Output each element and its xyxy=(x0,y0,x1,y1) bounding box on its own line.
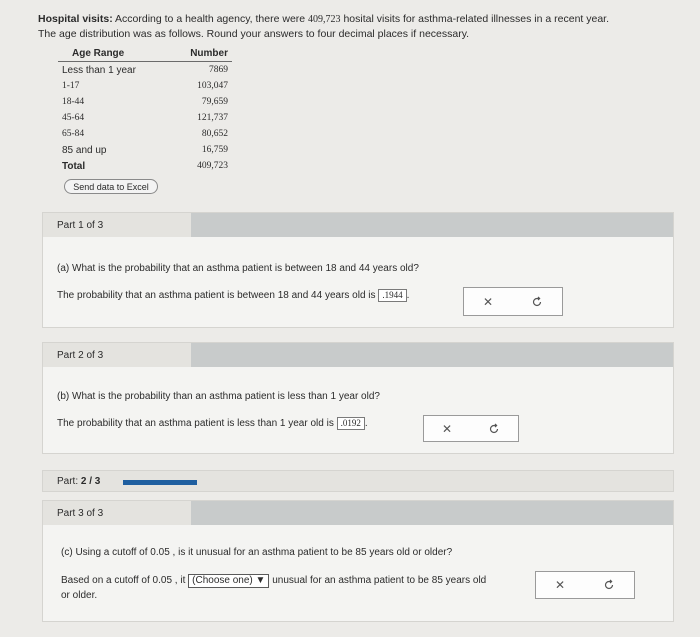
part-1-statement-text: The probability that an asthma patient is between 18 and 44 years old is xyxy=(57,290,376,302)
redo-icon[interactable] xyxy=(603,579,615,591)
intro-text-a: According to a health agency, there were xyxy=(115,13,306,25)
part-progress xyxy=(42,470,674,492)
part-2-body xyxy=(43,367,673,453)
age-range-cell: Total xyxy=(62,160,86,172)
number-cell: 80,652 xyxy=(201,129,228,139)
table-row xyxy=(58,94,232,110)
age-distribution-table xyxy=(58,46,232,174)
table-row xyxy=(58,110,232,126)
period: . xyxy=(406,290,410,302)
part-3-question: (c) Using a cutoff of 0.05 , is it unusual for an asthma patient to be 85 years old or older? xyxy=(61,547,453,558)
part-3-statement-a: Based on a cutoff of 0.05 , it xyxy=(61,575,186,586)
choose-one-dropdown[interactable] xyxy=(188,574,269,588)
header-number: Number xyxy=(190,48,228,59)
progress-bar xyxy=(123,480,197,485)
part-1-body xyxy=(43,237,673,327)
part-3-body xyxy=(43,525,673,621)
part-2-statement-text: The probability that an asthma patient is less than 1 year old is xyxy=(57,418,334,430)
part-3-title: Part 3 of 3 xyxy=(57,507,104,519)
chevron-down-icon: ▼ xyxy=(255,575,266,586)
send-to-excel-button[interactable]: Send data to Excel xyxy=(64,179,158,194)
intro-text-c: The age distribution was as follows. Round your answers to four decimal places if necessary. xyxy=(38,28,470,40)
clear-x-icon[interactable]: ✕ xyxy=(482,294,494,309)
number-cell: 16,759 xyxy=(201,145,228,155)
part-2-statement xyxy=(57,417,368,430)
part-3-statement-b: unusual for an asthma patient to be 85 years old xyxy=(272,575,487,586)
part-3-header-bar xyxy=(191,501,673,525)
number-cell: 79,659 xyxy=(201,97,228,107)
age-range-cell: 18-44 xyxy=(62,97,85,107)
age-range-cell: Less than 1 year xyxy=(62,64,136,76)
progress-label: Part: xyxy=(57,475,79,487)
clear-x-icon[interactable]: ✕ xyxy=(554,578,566,592)
part-2-check-controls xyxy=(423,415,519,442)
part-1-header-bar xyxy=(191,213,673,237)
table-row xyxy=(58,62,232,78)
part-2-title: Part 2 of 3 xyxy=(57,349,104,361)
table-header xyxy=(58,46,232,62)
part-1-title: Part 1 of 3 xyxy=(57,219,104,231)
total-visits: 409,723 xyxy=(308,14,341,25)
number-cell: 103,047 xyxy=(197,81,228,91)
part-1-answer-field[interactable]: .1944 xyxy=(378,289,406,302)
part-2-header-bar xyxy=(191,343,673,367)
period: . xyxy=(364,418,368,430)
clear-x-icon[interactable]: ✕ xyxy=(441,421,453,436)
part-3-check-controls xyxy=(535,571,635,599)
part-2-question: (b) What is the probability than an asthma patient is less than 1 year old? xyxy=(57,391,380,402)
part-2-panel xyxy=(42,342,674,454)
table-total-row xyxy=(58,158,232,174)
age-range-cell: 1-17 xyxy=(62,81,80,91)
table-row xyxy=(58,78,232,94)
problem-label: Hospital visits: xyxy=(38,13,113,25)
header-age-range: Age Range xyxy=(72,48,125,59)
problem-intro xyxy=(38,12,678,41)
part-3-statement xyxy=(61,573,531,603)
redo-icon[interactable] xyxy=(488,423,500,435)
progress-value: 2 / 3 xyxy=(80,475,101,487)
dropdown-value: (Choose one) xyxy=(192,575,253,586)
intro-text-b: hosital visits for asthma-related illnesses in a recent year. xyxy=(343,13,610,25)
age-range-cell: 45-64 xyxy=(62,113,85,123)
part-2-answer-field[interactable]: .0192 xyxy=(337,417,365,430)
table-row xyxy=(58,142,232,158)
part-3-statement-c: or older. xyxy=(61,590,98,601)
number-cell: 7869 xyxy=(209,65,228,75)
part-1-question: (a) What is the probability that an asthma patient is between 18 and 44 years old? xyxy=(57,263,419,274)
part-1-panel xyxy=(42,212,674,328)
part-1-statement xyxy=(57,289,409,302)
number-cell: 121,737 xyxy=(197,113,228,123)
table-row xyxy=(58,126,232,142)
age-range-cell: 85 and up xyxy=(62,144,107,156)
part-3-panel xyxy=(42,500,674,622)
age-range-cell: 65-84 xyxy=(62,129,85,139)
number-cell: 409,723 xyxy=(197,161,228,171)
part-1-check-controls xyxy=(463,287,563,316)
redo-icon[interactable] xyxy=(531,296,543,308)
